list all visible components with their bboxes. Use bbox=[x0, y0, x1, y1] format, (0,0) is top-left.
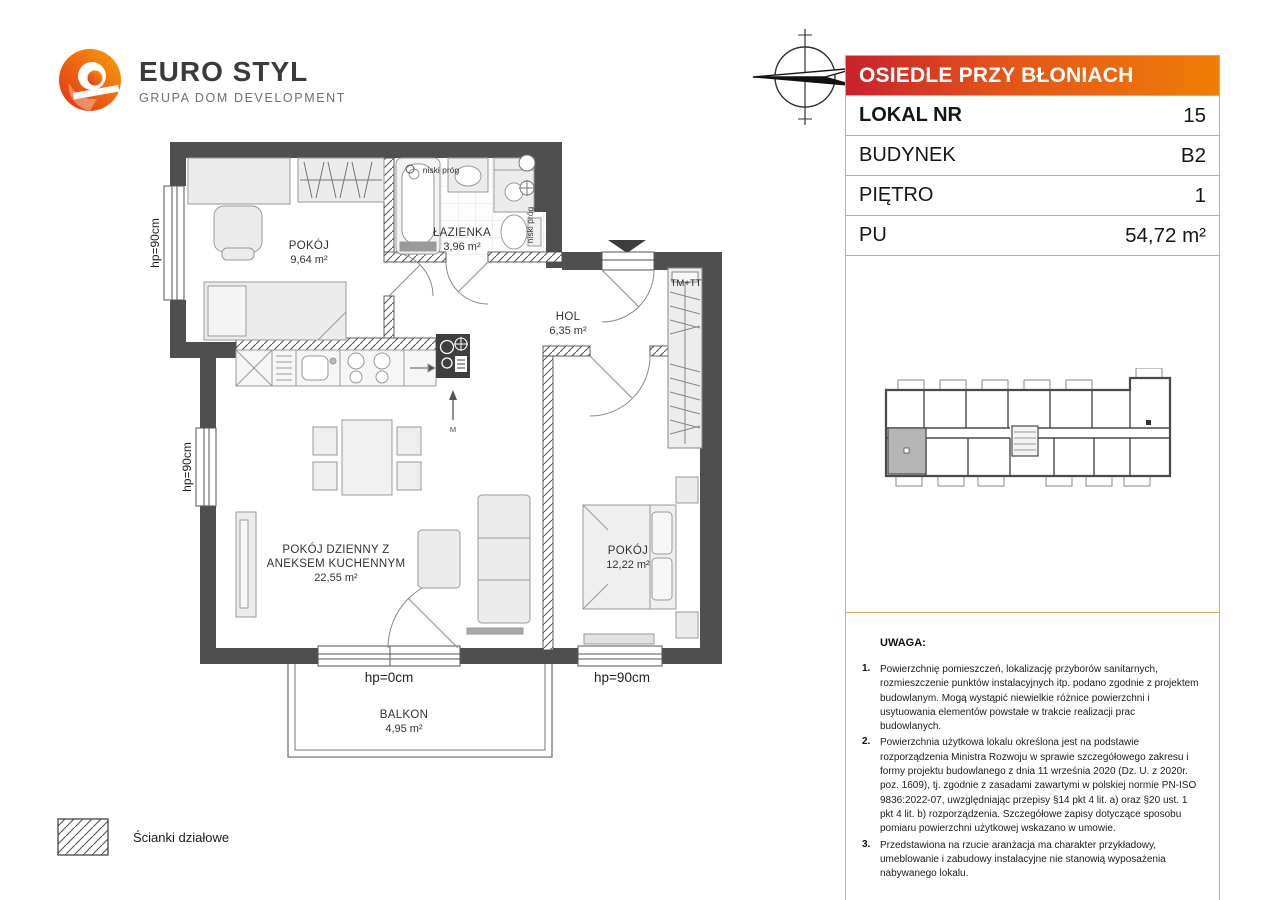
floor-plan bbox=[140, 130, 765, 795]
notes-section bbox=[845, 613, 1220, 900]
info-panel bbox=[845, 55, 1220, 900]
room-area-balkon: 4,95 m² bbox=[385, 723, 423, 735]
hp0-label: hp=0cm bbox=[364, 670, 414, 685]
room-area-pokoj2: 12,22 m² bbox=[606, 559, 650, 571]
hp90-bedroom-label: hp=90cm bbox=[594, 670, 650, 685]
room-area-pokoj1: 9,64 m² bbox=[290, 254, 328, 266]
room-label-lazienka: ŁAZIENKA bbox=[432, 227, 492, 239]
lokal-value: 15 bbox=[1183, 103, 1206, 127]
building-locator-map bbox=[845, 256, 1220, 613]
room-label-hol: HOL bbox=[555, 311, 581, 323]
budynek-value: B2 bbox=[1180, 143, 1206, 167]
partition-legend bbox=[57, 818, 229, 856]
tm-tt-wardrobe bbox=[668, 268, 702, 448]
room-label-pokoj1: POKÓJ bbox=[288, 240, 330, 252]
lokal-label: LOKAL NR bbox=[859, 104, 962, 126]
building-outline bbox=[878, 368, 1178, 503]
room-area-hol: 6,35 m² bbox=[549, 325, 587, 337]
pu-value: 54,72 m² bbox=[1125, 223, 1206, 247]
tm-tt-label: TM+TT bbox=[670, 278, 702, 289]
notes-title: UWAGA: bbox=[880, 637, 926, 649]
niski-prog-label-1: niski próg bbox=[422, 165, 460, 175]
note-text: Powierzchnię pomieszczeń, lokalizację przyborów sanitarnych, rozmieszczenie punktów instalacyjnych itp. podano zgodnie z projektem budowlanym. Mogą wystąpić niewielkie różnice powierzchni i usytuowania elementów powstałe w trakcie realizacji prac budowlanych. bbox=[880, 664, 1199, 733]
room-area-dzienny: 22,55 m² bbox=[314, 572, 358, 584]
room-area-lazienka: 3,96 m² bbox=[443, 241, 481, 253]
note-number: 1. bbox=[862, 663, 871, 674]
legend-label: Ścianki działowe bbox=[133, 829, 230, 845]
brand-header bbox=[55, 45, 346, 115]
pu-label: PU bbox=[859, 224, 887, 246]
note-text: Powierzchnia użytkowa lokalu określona jest na podstawie rozporządzenia Ministra Rozwoju w sprawie szczegółowego zakresu i formy projektu budowlanego z dnia 11 września 2020 (Dz. U. z 2020r. poz. 1609), tj. zgodnie z zasadami zawartymi w polskiej normie PN-ISO 9836:2022-07, uwzględniając przepisy §14 pkt 4 lit. a) oraz §20 ust. 1 pkt 4 lit. b) rozporządzenia. Szczegółowe zapisy dotyczące sposobu pomiaru powierzchni użytkowej wskazano w umowie. bbox=[880, 737, 1197, 835]
room-label-pokoj2: POKÓJ bbox=[607, 545, 649, 557]
note-number: 2. bbox=[862, 736, 871, 748]
eurostyl-flame-icon bbox=[55, 45, 125, 115]
room-label-dzienny-2: ANEKSEM KUCHENNYM bbox=[266, 558, 406, 570]
niski-prog-label-2: niski próg bbox=[525, 206, 535, 244]
note-text: Przedstawiona na rzucie aranżacja ma charakter przykładowy, umeblowanie i zabudowy instalacyjne nie stanowią wyposażenia nabywanego lokalu. bbox=[880, 839, 1166, 880]
brand-name: EURO STYL bbox=[139, 55, 309, 87]
hp90-left-bottom-label: hp=90cm bbox=[180, 442, 194, 492]
budynek-label: BUDYNEK bbox=[859, 144, 956, 166]
info-row-pietro bbox=[845, 176, 1220, 216]
room-label-balkon: BALKON bbox=[379, 709, 429, 721]
pietro-value: 1 bbox=[1194, 183, 1206, 207]
info-row-lokal bbox=[845, 96, 1220, 136]
pietro-label: PIĘTRO bbox=[859, 184, 934, 206]
gas-meter-label: M bbox=[449, 425, 457, 434]
entrance-marker-icon bbox=[608, 240, 646, 253]
hp90-left-top-label: hp=90cm bbox=[148, 218, 162, 268]
note-number: 3. bbox=[862, 838, 871, 850]
note-item-3 bbox=[862, 839, 1199, 882]
project-header: OSIEDLE PRZY BŁONIACH bbox=[845, 55, 1220, 96]
note-item-1 bbox=[862, 663, 1199, 734]
installation-shaft bbox=[436, 334, 470, 420]
note-item-2 bbox=[862, 736, 1199, 836]
partition-hatch-swatch bbox=[57, 818, 109, 856]
info-row-budynek bbox=[845, 136, 1220, 176]
brand-subtitle: GRUPA DOM DEVELOPMENT bbox=[139, 90, 347, 105]
info-row-pu bbox=[845, 216, 1220, 256]
room-label-dzienny-1: POKÓJ DZIENNY Z bbox=[282, 544, 390, 556]
